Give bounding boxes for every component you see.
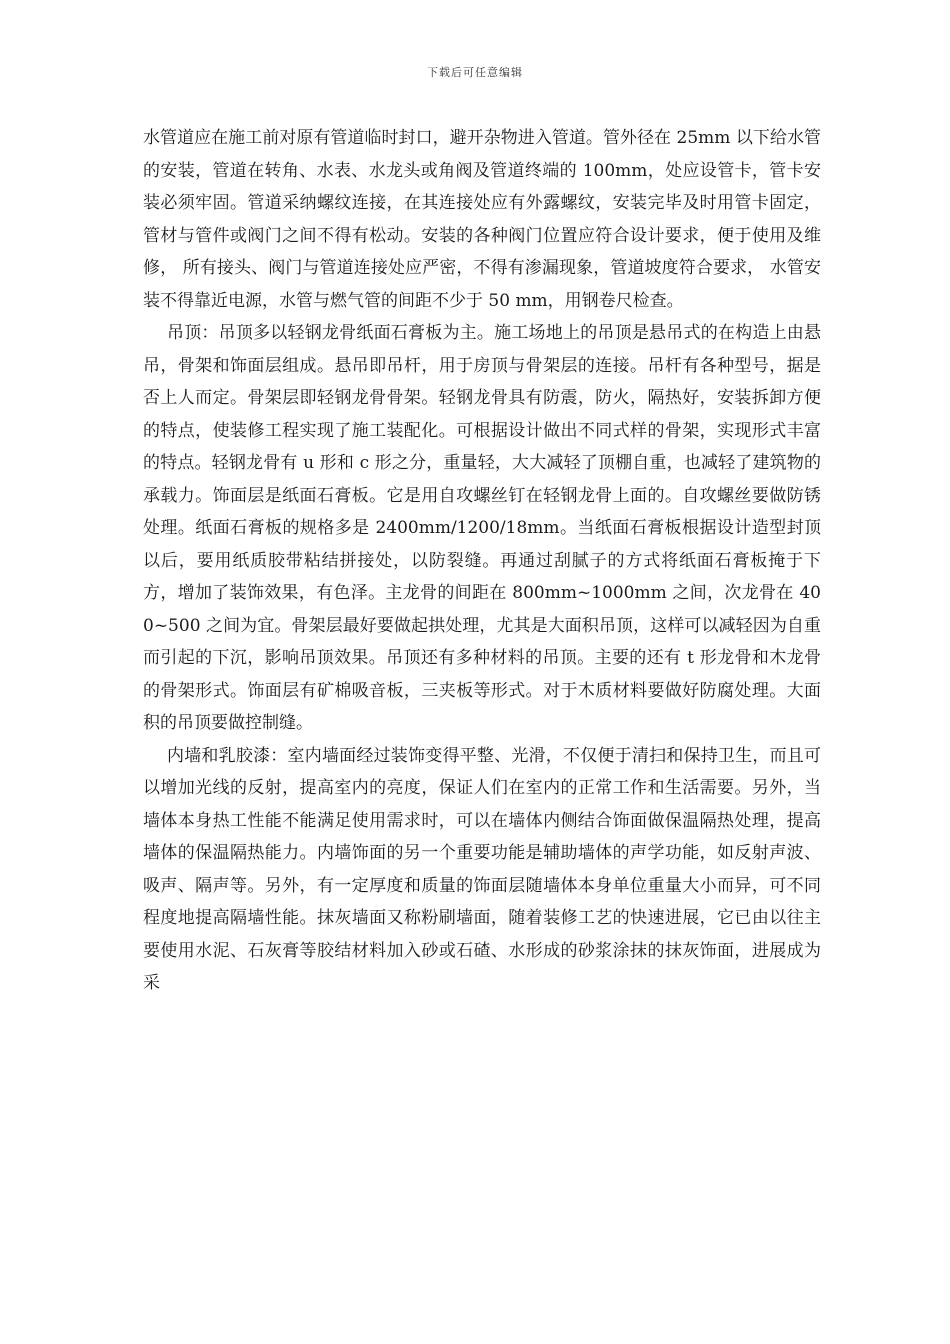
paragraph-interior-wall: 内墙和乳胶漆：室内墙面经过装饰变得平整、光滑，不仅便于清扫和保持卫生，而且可以增加光线的反射，提高室内的亮度，保证人们在室内的正常工作和生活需要。另外，当墙体本身热工性能不能满足使用需求时，可以在墙体内侧结合饰面做保温隔热处理，提高墙体的保温隔热能力。内墙饰面的另一个重要功能是辅助墙体的声学功能，如反射声波、吸声、隔声等。另外，有一定厚度和质量的饰面层随墙体本身单位重量大小而异，可不同程度地提高隔墙性能。抹灰墙面又称粉刷墙面，随着装修工艺的快速进展，它已由以往主要使用水泥、石灰膏等胶结材料加入砂或石碴、水形成的砂浆涂抹的抹灰饰面，进展成为采 [143, 745, 821, 993]
page-header: 下载后可任意编辑 [427, 66, 523, 79]
paragraph-ceiling: 吊顶：吊顶多以轻钢龙骨纸面石膏板为主。施工场地上的吊顶是悬吊式的在构造上由悬吊，骨架和饰面层组成。悬吊即吊杆，用于房顶与骨架层的连接。吊杆有各种型号，据是否上人而定。骨架层即轻钢龙骨骨架。轻钢龙骨具有防震，防火，隔热好，安装拆卸方便的特点，使装修工程实现了施工装配化。可根据设计做出不同式样的骨架，实现形式丰富的特点。轻钢龙骨有 u 形和 c 形之分，重量轻，大大减轻了顶棚自重，也减轻了建筑物的承载力。饰面层是纸面石膏板。它是用自攻螺丝钉在轻钢龙骨上面的。自攻螺丝要做防锈处理。纸面石膏板的规格多是 2400mm/1200/18mm。当纸面石膏板根据设计造型封顶以后，要用纸质胶带粘结拼接处，以防裂缝。再通过刮腻子的方式将纸面石膏板掩于下方，增加了装饰效果，有色泽。主龙骨的间距在 800mm~1000mm 之间，次龙骨在 400~500 之间为宜。骨架层最好要做起拱处理，尤其是大面积吊顶，这样可以减轻因为自重而引起的下沉，影响吊顶效果。吊顶还有多种材料的吊顶。主要的还有 t 形龙骨和木龙骨的骨架形式。饰面层有矿棉吸音板，三夹板等形式。对于木质材料要做好防腐处理。大面积的吊顶要做控制缝。 [143, 323, 821, 733]
document-body [143, 122, 821, 1000]
paragraph-water-pipe: 水管道应在施工前对原有管道临时封口，避开杂物进入管道。管外径在 25mm 以下给水管的安装，管道在转角、水表、水龙头或角阀及管道终端的 100mm，处应设管卡，管卡安装必须牢固。管道采纳螺纹连接，在其连接处应有外露螺纹，安装完毕及时用管卡固定，管材与管件或阀门之间不得有松动。安装的各种阀门位置应符合设计要求，便于使用及维修， 所有接头、阀门与管道连接处应严密，不得有渗漏现象，管道坡度符合要求， 水管安装不得靠近电源，水管与燃气管的间距不少于 50 mm，用钢卷尺检查。 [143, 128, 821, 311]
